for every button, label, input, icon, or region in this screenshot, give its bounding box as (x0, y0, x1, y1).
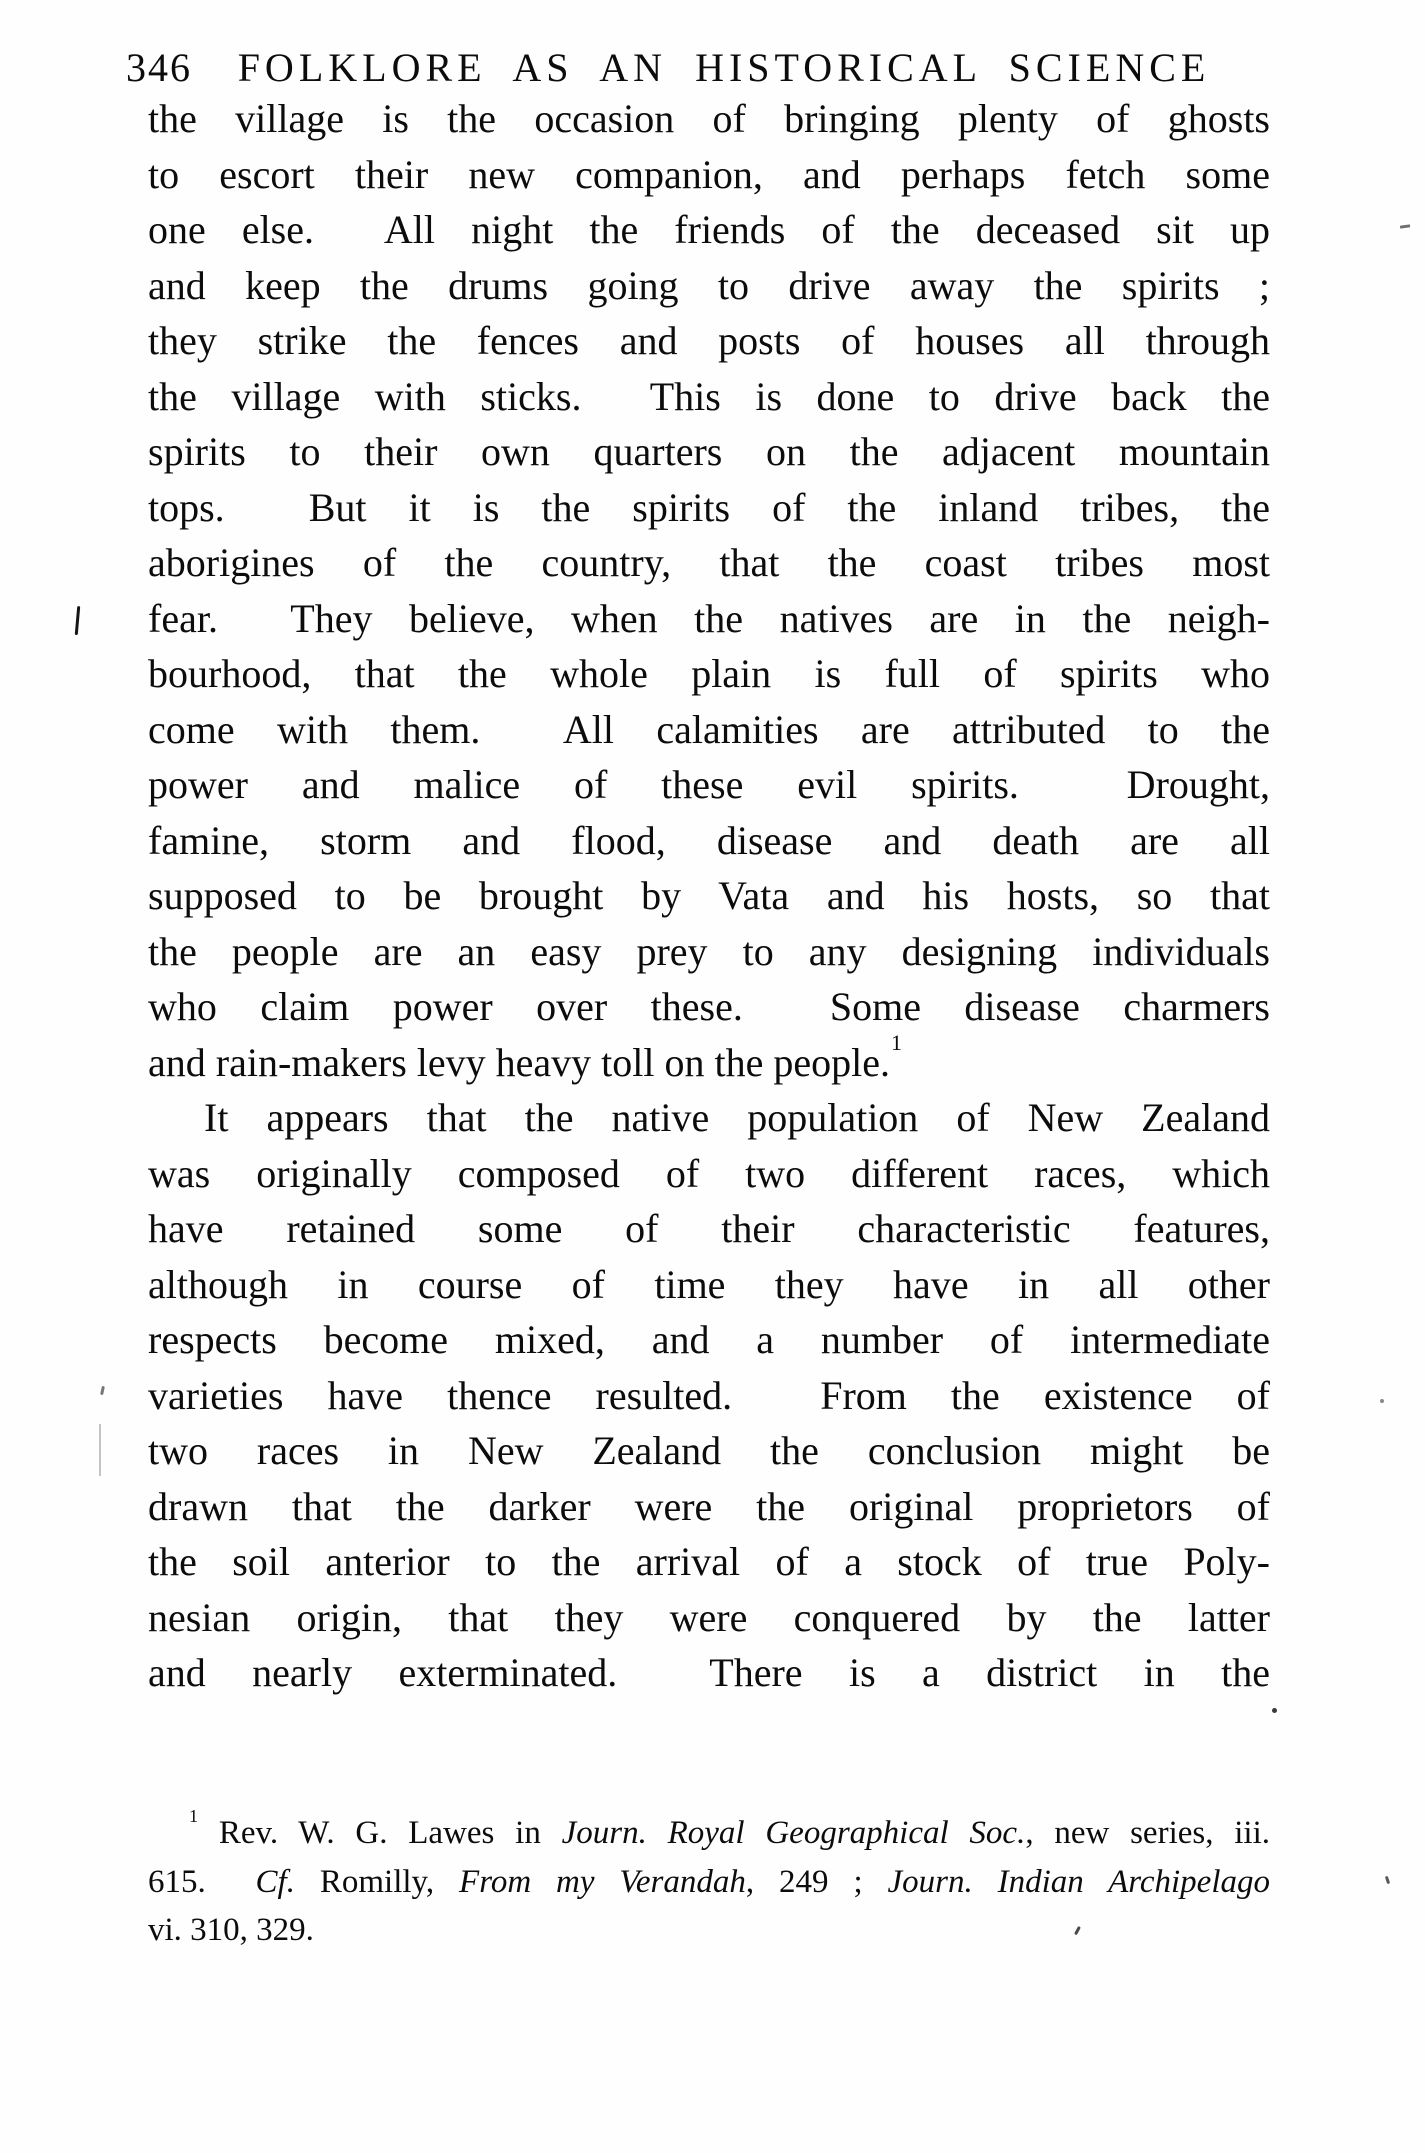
text-segment: Rev. W. G. Lawes in (218, 1815, 562, 1851)
text-line: the people are an easy prey to any designing individuals (148, 928, 1270, 974)
text-line: tops. But it is the spirits of the inland tribes, the (148, 484, 1270, 530)
text-line: although in course of time they have in all other (148, 1261, 1270, 1307)
text-line: spirits to their own quarters on the adjacent mountain (148, 429, 1270, 474)
text-line: It appears that the native population of New Zealand (204, 1095, 1270, 1140)
text-line: famine, storm and flood, disease and death are all (148, 817, 1270, 863)
text-line: was originally composed of two different races, which (148, 1150, 1270, 1196)
text-line: one else. All night the friends of the deceased sit up (148, 207, 1270, 252)
page-number: 346 (126, 45, 192, 90)
scan-artifact-speck (100, 1386, 105, 1395)
text-line: respects become mixed, and a number of intermediate (148, 1317, 1270, 1362)
text-segment: , new series, iii. (1025, 1815, 1270, 1851)
running-title: FOLKLORE AS AN HISTORICAL SCIENCE (237, 45, 1211, 90)
citation-italic: From my Verandah (459, 1863, 746, 1900)
text-line: and nearly exterminated. There is a district in the (148, 1650, 1270, 1695)
scan-artifact-speck (1272, 1708, 1277, 1713)
text-segment: and rain-makers levy heavy toll on the people. (148, 1039, 890, 1085)
text-line: who claim power over these. Some disease charmers (148, 984, 1270, 1029)
text-line: aborigines of the country, that the coast tribes most (148, 540, 1270, 585)
citation-italic: Journ. Royal Geographical Soc. (561, 1815, 1026, 1851)
text-line: two races in New Zealand the conclusion might be (148, 1428, 1270, 1473)
footnote-line: vi. 310, 329. (148, 1912, 314, 1948)
text-line: the village is the occasion of bringing plenty of ghosts (148, 96, 1270, 141)
text-segment: Romilly, (294, 1863, 460, 1900)
text-line: the soil anterior to the arrival of a stock of true Poly- (148, 1539, 1270, 1584)
text-line: supposed to be brought by Vata and his hosts, so that (148, 873, 1270, 918)
text-line: bourhood, that the whole plain is full of spirits who (148, 651, 1270, 696)
footnote-reference: 1 (890, 1030, 902, 1056)
text-line: varieties have thence resulted. From the existence of (148, 1372, 1270, 1418)
page-header (126, 44, 1270, 92)
text-line: drawn that the darker were the original proprietors of (148, 1483, 1270, 1529)
text-line: to escort their new companion, and perhaps fetch some (148, 151, 1270, 197)
footnote (148, 1805, 1270, 1955)
text-line: the village with sticks. This is done to drive back the (148, 373, 1270, 419)
text-line: fear. They believe, when the natives are in the neigh- (148, 595, 1270, 641)
scan-artifact-speck (1380, 1399, 1384, 1403)
text-line: nesian origin, that they were conquered by the latter (148, 1594, 1270, 1640)
text-line: they strike the fences and posts of houses all through (148, 318, 1270, 363)
footnote-marker: 1 (189, 1805, 199, 1826)
text-line (148, 1030, 1270, 1091)
scan-artifact-speck (1400, 224, 1410, 228)
body-text (148, 91, 1270, 1701)
text-line: come with them. All calamities are attributed to the (148, 706, 1270, 752)
citation-italic: Journ. Indian Archipelago (887, 1863, 1270, 1900)
scan-artifact-speck (1385, 1876, 1390, 1885)
citation-italic: Cf. (255, 1863, 295, 1900)
text-segment: 615. (148, 1863, 256, 1900)
footnote-line (148, 1858, 1270, 1907)
paragraph-2 (148, 1090, 1270, 1701)
text-segment: , 249 ; (745, 1863, 888, 1900)
footnote-line (148, 1805, 1270, 1858)
paragraph-1 (148, 91, 1270, 1090)
text-line: have retained some of their characteristic features, (148, 1206, 1270, 1251)
text-line: power and malice of these evil spirits. Drought, (148, 762, 1270, 807)
scan-artifact-margin-slash (75, 606, 80, 635)
scan-artifact-speck (99, 1424, 101, 1476)
text-line: and keep the drums going to drive away the spirits ; (148, 262, 1270, 308)
